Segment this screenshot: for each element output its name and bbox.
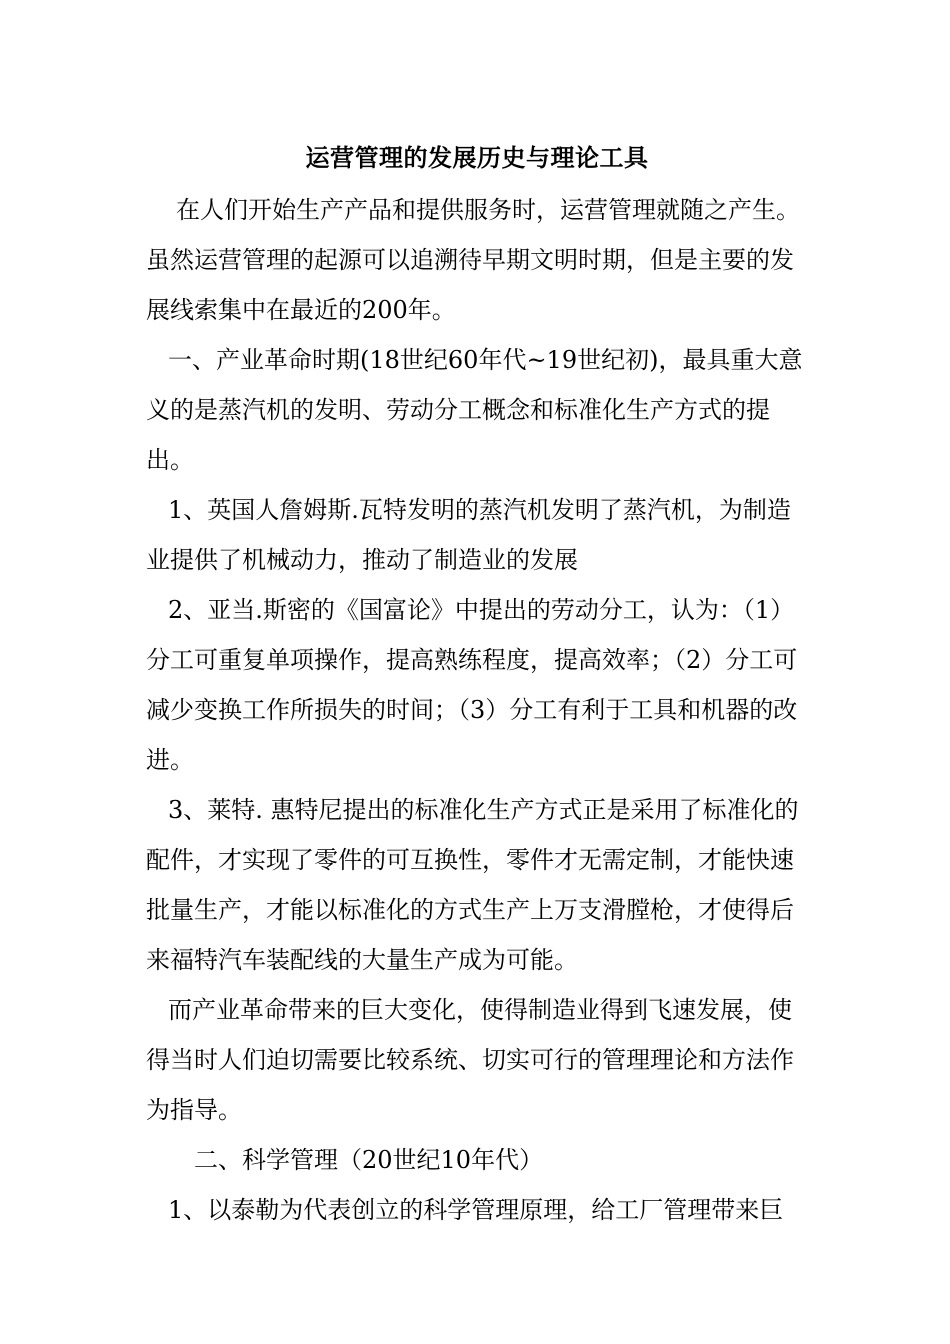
paragraph-summary: 而产业革命带来的巨大变化，使得制造业得到飞速发展，使得当时人们迫切需要比较系统、切实可行的管理理论和方法作为指导。	[146, 996, 794, 1124]
paragraph-item-3: 3、莱特. 惠特尼提出的标准化生产方式正是采用了标准化的配件，才实现了零件的可互换性，零件才无需定制，才能快速批量生产，才能以标准化的方式生产上万支滑膛枪，才使得后来福特汽车装配线的大量生产成为可能。	[146, 796, 799, 974]
paragraph-section-2-item-1: 1、以泰勒为代表创立的科学管理原理，给工厂管理带来巨	[168, 1196, 784, 1224]
paragraph-item-2: 2、亚当.斯密的《国富论》中提出的劳动分工，认为：（1）分工可重复单项操作，提高熟练程度，提高效率；（2）分工可减少变换工作所损失的时间；（3）分工有利于工具和机器的改进。	[146, 596, 798, 774]
paragraph-intro: 在人们开始生产产品和提供服务时，运营管理就随之产生。虽然运营管理的起源可以追溯待早期文明时期，但是主要的发展线索集中在最近的200年。	[146, 196, 800, 324]
paragraph-section-2: 二、科学管理（20世纪10年代）	[194, 1146, 544, 1174]
document-title: 运营管理的发展历史与理论工具	[305, 143, 649, 172]
document-page	[146, 120, 808, 1235]
paragraph-section-1: 一、产业革命时期(18世纪60年代~19世纪初)，最具重大意义的是蒸汽机的发明、劳动分工概念和标准化生产方式的提出。	[146, 346, 803, 474]
paragraph-item-1: 1、英国人詹姆斯.瓦特发明的蒸汽机发明了蒸汽机，为制造业提供了机械动力，推动了制造业的发展	[146, 496, 791, 574]
